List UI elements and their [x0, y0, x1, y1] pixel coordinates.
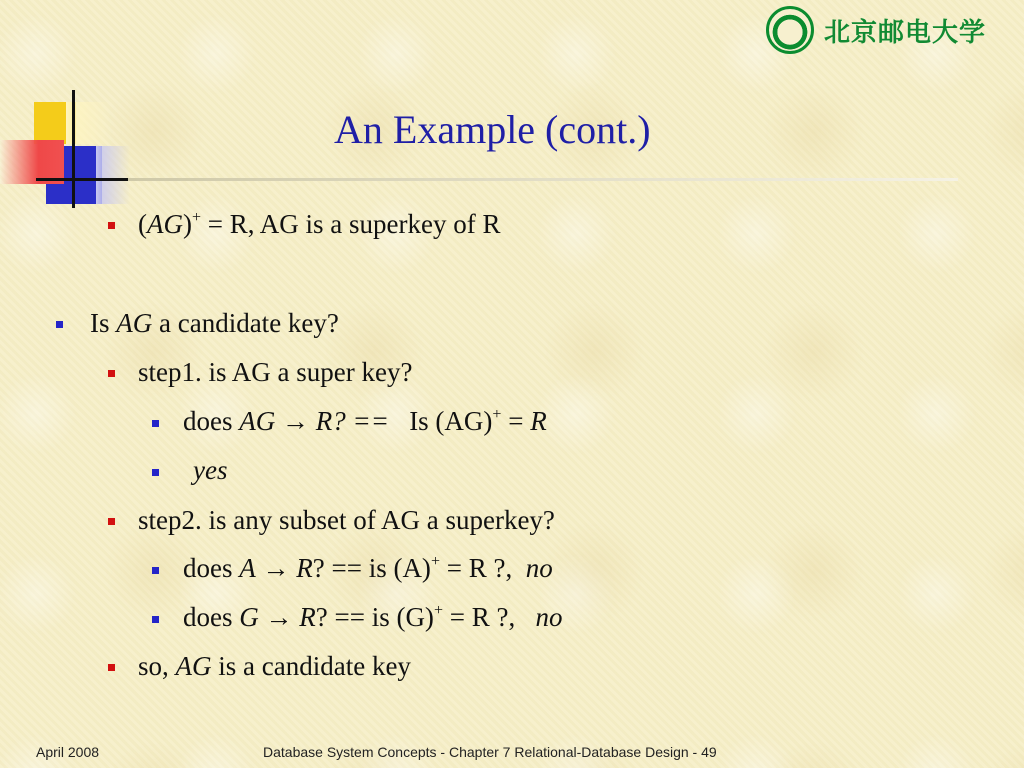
bullet-line-8: [183, 601, 562, 633]
text: Is: [90, 308, 117, 338]
text: AG: [147, 209, 183, 239]
logo-emblem-icon: [766, 6, 814, 54]
text: (: [138, 209, 147, 239]
bullet-line-9: [138, 650, 411, 682]
text: R? ==: [315, 406, 389, 436]
text: does: [183, 406, 240, 436]
bullet-line-7: [183, 552, 553, 584]
text: Is (AG): [388, 406, 493, 436]
superscript: +: [192, 209, 202, 226]
university-logo: [766, 4, 1006, 56]
text: no: [535, 602, 563, 632]
superscript: +: [430, 553, 440, 570]
corner-decoration: [0, 88, 140, 213]
text: is a candidate key: [211, 651, 411, 681]
text: = R ?,: [442, 602, 536, 632]
slide-title: An Example (cont.): [334, 107, 651, 152]
bullet: [108, 518, 115, 525]
bullet-line-6: step2. is any subset of AG a superkey?: [138, 505, 555, 535]
bullet-line-3: step1. is AG a super key?: [138, 357, 413, 387]
text: so,: [138, 651, 176, 681]
bullet: [152, 616, 159, 623]
text: R: [299, 602, 316, 632]
bullet-line-5: yes: [193, 455, 228, 485]
superscript: +: [433, 602, 443, 619]
text: AG: [116, 308, 153, 338]
logo-text: 北京邮电大学: [824, 18, 987, 48]
bullet: [108, 664, 115, 671]
text: A: [239, 553, 256, 583]
text: = R ?,: [439, 553, 526, 583]
text: =: [501, 406, 531, 436]
text: AG: [239, 406, 276, 436]
bullet: [108, 370, 115, 377]
text: R: [296, 553, 313, 583]
bullet: [152, 469, 159, 476]
footer-date: April 2008: [36, 744, 100, 760]
text: no: [525, 553, 553, 583]
bullet-line-4: [183, 405, 547, 437]
vertical-line: [72, 90, 75, 208]
arrow-icon: →: [258, 602, 300, 632]
title-rule: [128, 178, 958, 181]
arrow-icon: →: [275, 406, 316, 436]
text: G: [239, 602, 259, 632]
horizontal-line: [36, 178, 128, 181]
bullet: [56, 321, 63, 328]
bullet-line-1: [138, 208, 500, 240]
bullet: [152, 420, 159, 427]
blue-glow: [96, 146, 130, 204]
text: does: [183, 602, 240, 632]
text: a candidate key?: [152, 308, 339, 338]
text: R: [530, 406, 547, 436]
text: ? == is (A): [312, 553, 431, 583]
text: does: [183, 553, 240, 583]
text: ): [183, 209, 192, 239]
superscript: +: [492, 406, 502, 423]
footer-course: Database System Concepts - Chapter 7 Relational-Database Design - 49: [263, 744, 717, 760]
bullet-line-2: [90, 307, 339, 339]
bullet: [152, 567, 159, 574]
text: AG: [175, 651, 212, 681]
arrow-icon: →: [255, 553, 297, 583]
bullet: [108, 222, 115, 229]
text: ? == is (G): [315, 602, 434, 632]
text: = R, AG is a superkey of R: [201, 209, 501, 239]
